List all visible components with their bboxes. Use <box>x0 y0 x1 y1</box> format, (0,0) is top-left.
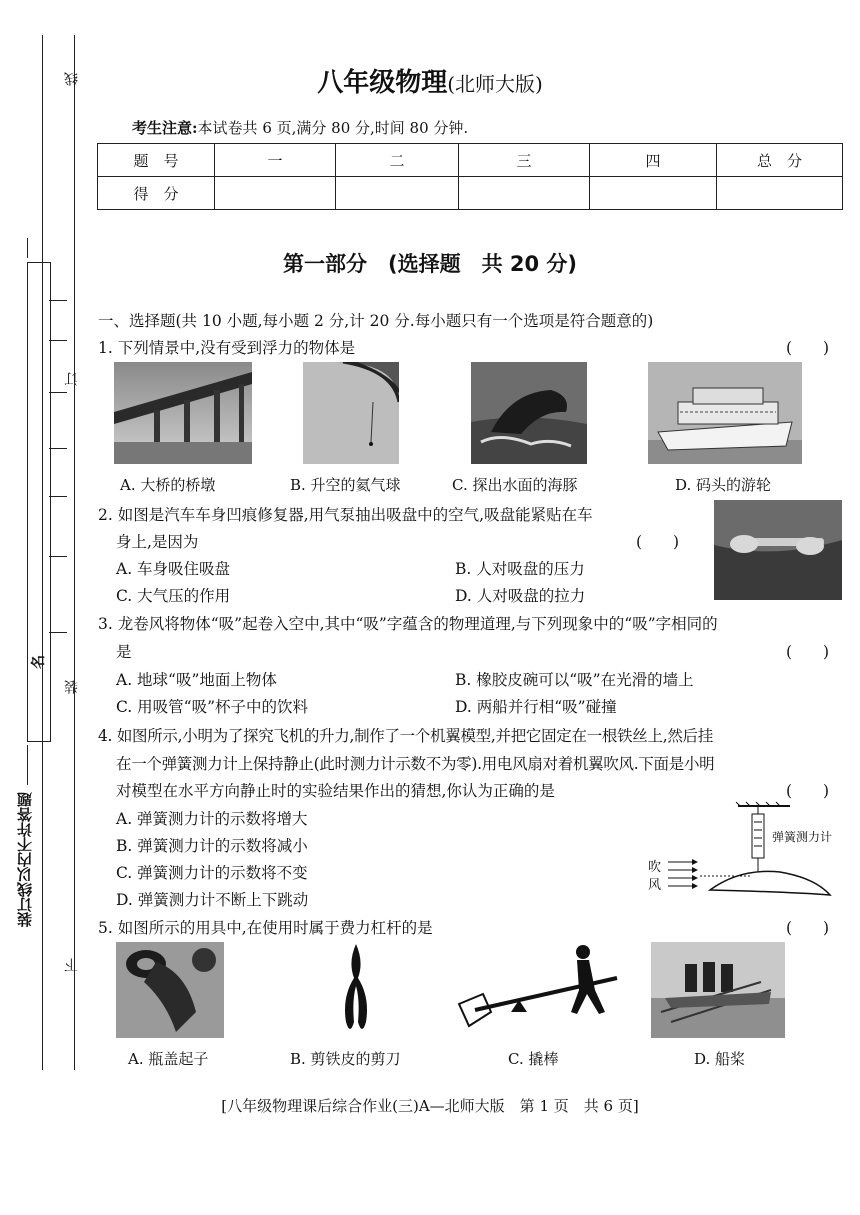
q5-answer-paren[interactable]: ( ) <box>786 919 830 937</box>
q2-option-d: D. 人对吸盘的拉力 <box>455 587 586 605</box>
q5-stem: 5. 如图所示的用具中,在使用时属于费力杠杆的是 <box>98 919 433 937</box>
q1-option-b: B. 升空的氦气球 <box>290 476 401 494</box>
score-table <box>97 143 843 210</box>
seat-divider <box>49 340 67 341</box>
fig-label-wind-2: 风 <box>648 878 662 893</box>
seat-divider <box>49 300 67 301</box>
binding-line-inner <box>74 35 75 1070</box>
q1-option-d: D. 码头的游轮 <box>675 476 772 494</box>
cruise-ship-image <box>648 362 802 464</box>
seat-divider <box>49 556 67 557</box>
q1-option-c: C. 探出水面的海豚 <box>452 476 578 494</box>
q5-option-c: C. 撬棒 <box>508 1050 559 1068</box>
q5-option-b: B. 剪铁皮的剪刀 <box>290 1050 401 1068</box>
exam-edition: (北师大版) <box>447 72 543 96</box>
q3-answer-paren[interactable]: ( ) <box>786 643 830 661</box>
dolphin-image <box>471 362 587 464</box>
score-input-cell[interactable] <box>590 177 717 210</box>
seat-divider <box>49 496 67 497</box>
q3-option-b: B. 橡胶皮碗可以“吸”在光滑的墙上 <box>455 671 694 689</box>
q4-answer-paren[interactable]: ( ) <box>786 782 830 800</box>
q2-stem-line2: 身上,是因为 <box>116 533 199 551</box>
oar-image <box>651 942 785 1038</box>
q3-option-c: C. 用吸管“吸”杯子中的饮料 <box>116 698 309 716</box>
seat-field-name: 名 <box>31 655 47 669</box>
score-row-label: 得 分 <box>98 177 215 210</box>
q1-stem: 1. 下列情景中,没有受到浮力的物体是 <box>98 339 356 357</box>
score-header-cell: 二 <box>336 144 459 177</box>
seat-divider <box>49 632 67 633</box>
wing-model-figure <box>640 800 840 905</box>
section-title: 第一部分 (选择题 共 20 分) <box>282 252 578 276</box>
margin-char-xian: 线 <box>64 72 80 86</box>
q3-option-d: D. 两船并行相“吸”碰撞 <box>455 698 617 716</box>
score-header-cell: 总 分 <box>717 144 843 177</box>
q3-option-a: A. 地球“吸”地面上物体 <box>116 671 277 689</box>
exam-notice: 考生注意:本试卷共 6 页,满分 80 分,时间 80 分钟. <box>132 119 469 137</box>
margin-char-zhuang: 装 <box>64 680 80 694</box>
instructions: 一、选择题(共 10 小题,每小题 2 分,计 20 分.每小题只有一个选项是符合题意的) <box>98 312 654 330</box>
helium-balloon-image <box>303 362 399 464</box>
score-input-cell[interactable] <box>336 177 459 210</box>
bottle-opener-image <box>116 942 224 1038</box>
exam-title: 八年级物理(北师大版) <box>317 68 543 98</box>
tin-shears-image <box>334 942 378 1038</box>
q3-stem-line2: 是 <box>116 643 132 661</box>
margin-char-xia: 下 <box>64 958 80 972</box>
q2-stem-line1: 2. 如图是汽车车身凹痕修复器,用气泵抽出吸盘中的空气,吸盘能紧贴在车 <box>98 506 593 524</box>
score-input-cell[interactable] <box>215 177 336 210</box>
q4-option-a: A. 弹簧测力计的示数将增大 <box>116 810 308 828</box>
page-footer: [八年级物理课后综合作业(三)A—北师大版 第 1 页 共 6 页] <box>221 1097 639 1115</box>
q1-answer-paren[interactable]: ( ) <box>786 339 830 357</box>
score-input-cell[interactable] <box>459 177 590 210</box>
q1-option-a: A. 大桥的桥墩 <box>120 476 216 494</box>
q2-option-b: B. 人对吸盘的压力 <box>455 560 585 578</box>
score-header-cell: 一 <box>215 144 336 177</box>
q4-option-b: B. 弹簧测力计的示数将减小 <box>116 837 308 855</box>
score-header-cell: 四 <box>590 144 717 177</box>
q5-option-d: D. 船桨 <box>694 1050 746 1068</box>
score-input-cell[interactable] <box>717 177 843 210</box>
q4-stem-line2: 在一个弹簧测力计上保持静止(此时测力计示数不为零).用电风扇对着机翼吹风.下面是小明 <box>116 755 715 773</box>
score-header-cell: 三 <box>459 144 590 177</box>
q4-stem-line1: 4. 如图所示,小明为了探究飞机的升力,制作了一个机翼模型,并把它固定在一根铁丝上,然后挂 <box>98 727 713 745</box>
score-header-cell: 题 号 <box>98 144 215 177</box>
q2-option-c: C. 大气压的作用 <box>116 587 231 605</box>
q4-stem-line3: 对模型在水平方向静止时的实验结果作出的猜想,你认为正确的是 <box>116 782 555 800</box>
fig-label-wind-1: 吹 <box>648 860 662 875</box>
dent-repair-image <box>714 500 842 600</box>
margin-rule-bottom <box>27 745 29 785</box>
bridge-pier-image <box>114 362 252 464</box>
q4-option-d: D. 弹簧测力计不断上下跳动 <box>116 891 309 909</box>
seat-divider <box>49 392 67 393</box>
q2-option-a: A. 车身吸住吸盘 <box>116 560 231 578</box>
margin-char-ding: 订 <box>64 372 80 386</box>
q3-stem-line1: 3. 龙卷风将物体“吸”起卷入空中,其中“吸”字蕴含的物理道理,与下列现象中的“吸”字相同的 <box>98 615 718 633</box>
margin-warning: 装订线以内不许答题 <box>16 792 34 927</box>
q2-answer-paren[interactable]: ( ) <box>636 533 680 551</box>
seat-column <box>27 262 51 742</box>
seat-divider <box>49 448 67 449</box>
crowbar-image <box>455 942 621 1038</box>
q4-option-c: C. 弹簧测力计的示数将不变 <box>116 864 308 882</box>
fig-label-spring-scale: 弹簧测力计 <box>772 830 833 844</box>
q5-option-a: A. 瓶盖起子 <box>128 1050 209 1068</box>
